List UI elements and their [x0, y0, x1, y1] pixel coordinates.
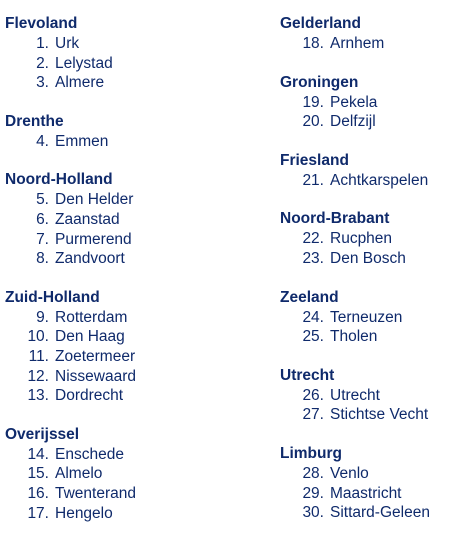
place-name: Terneuzen: [330, 308, 403, 326]
list-item: [5, 73, 235, 93]
place-name: Arnhem: [330, 35, 385, 52]
place-name: Stichtse Vecht: [330, 406, 429, 424]
item-number: 18.: [302, 35, 324, 52]
province-title: Friesland: [280, 151, 349, 169]
place-name: Delfzijl: [330, 113, 376, 131]
item-number: 28.: [302, 464, 324, 482]
place-name: Achtkarspelen: [330, 171, 429, 189]
province-group: [5, 425, 235, 523]
place-name: Zoetermeer: [55, 347, 136, 365]
list-item: [280, 93, 465, 113]
list-item: [5, 327, 235, 347]
province-title: Flevoland: [5, 15, 78, 32]
province-group: [5, 288, 235, 406]
list-item: [280, 34, 465, 54]
list-item: [280, 484, 465, 504]
item-number: 16.: [27, 484, 49, 502]
place-name: Nissewaard: [55, 367, 136, 385]
province-group: [280, 444, 465, 523]
right-column: [280, 14, 465, 542]
item-number: 2.: [36, 54, 49, 72]
list-item: [280, 229, 465, 249]
province-title: Drenthe: [5, 112, 64, 130]
place-name: Dordrecht: [55, 387, 124, 405]
place-name: Sittard-Geleen: [330, 504, 430, 522]
list-item: [280, 503, 465, 523]
list-item: [5, 367, 235, 387]
item-number: 20.: [302, 113, 324, 131]
list-item: [280, 112, 465, 132]
item-number: 25.: [302, 328, 324, 346]
item-number: 4.: [36, 132, 49, 150]
province-group: [280, 14, 465, 54]
list-item: [5, 34, 235, 54]
province-group: [280, 73, 465, 132]
place-name: Den Bosch: [330, 249, 406, 267]
place-name: Zaanstad: [55, 210, 120, 228]
province-group: [5, 170, 235, 268]
place-name: Twenterand: [55, 484, 136, 502]
list-item: [5, 445, 235, 465]
list-item: [5, 132, 235, 152]
place-name: Purmerend: [55, 230, 132, 248]
place-name: Rucphen: [330, 230, 393, 248]
left-column: [5, 14, 235, 542]
place-name: Maastricht: [330, 484, 402, 502]
place-name: Emmen: [55, 132, 109, 150]
place-name: Enschede: [55, 445, 124, 463]
item-number: 5.: [36, 191, 49, 209]
item-number: 14.: [27, 445, 49, 463]
list-item: [5, 249, 235, 269]
province-title: Noord-Brabant: [280, 210, 390, 228]
province-title: Zuid-Holland: [5, 288, 100, 306]
item-number: 24.: [302, 308, 324, 326]
item-number: 3.: [36, 74, 49, 92]
province-title: Zeeland: [280, 288, 339, 306]
list-item: [5, 54, 235, 74]
list-item: [280, 327, 465, 347]
province-title: Limburg: [280, 444, 342, 462]
item-number: 10.: [27, 328, 49, 346]
item-number: 1.: [36, 35, 49, 52]
item-number: 7.: [36, 230, 49, 248]
province-title: Utrecht: [280, 366, 335, 384]
list-item: [5, 308, 235, 328]
province-group: [280, 151, 465, 191]
place-name: Almelo: [55, 465, 103, 483]
list-item: [5, 464, 235, 484]
item-number: 6.: [36, 210, 49, 228]
place-name: Pekela: [330, 93, 378, 111]
province-group: [5, 14, 235, 93]
province-title: Noord-Holland: [5, 171, 113, 189]
province-group: [280, 366, 465, 425]
item-number: 22.: [302, 230, 324, 248]
place-name: Den Haag: [55, 328, 125, 346]
item-number: 30.: [302, 504, 324, 522]
place-name: Urk: [55, 35, 80, 52]
item-number: 17.: [27, 504, 49, 522]
list-item: [5, 386, 235, 406]
item-number: 13.: [27, 387, 49, 405]
item-number: 8.: [36, 250, 49, 268]
list-item: [5, 230, 235, 250]
place-name: Den Helder: [55, 191, 134, 209]
item-number: 9.: [36, 308, 49, 326]
item-number: 29.: [302, 484, 324, 502]
list-item: [280, 249, 465, 269]
province-title: Overijssel: [5, 425, 80, 443]
place-name: Utrecht: [330, 386, 380, 404]
list-item: [5, 210, 235, 230]
item-number: 23.: [302, 249, 324, 267]
list-item: [280, 464, 465, 484]
item-number: 21.: [302, 171, 324, 189]
place-name: Almere: [55, 74, 105, 92]
place-name: Tholen: [330, 328, 378, 346]
list-item: [5, 504, 235, 524]
province-title: Groningen: [280, 73, 359, 91]
list-item: [280, 405, 465, 425]
place-name: Venlo: [330, 464, 369, 482]
list-item: [5, 190, 235, 210]
item-number: 15.: [27, 465, 49, 483]
province-group: [280, 288, 465, 347]
place-name: Rotterdam: [55, 308, 128, 326]
place-name: Zandvoort: [55, 250, 125, 268]
place-name: Lelystad: [55, 54, 113, 72]
province-group: [5, 112, 235, 152]
province-group: [280, 209, 465, 268]
item-number: 27.: [302, 406, 324, 424]
item-number: 26.: [302, 386, 324, 404]
item-number: 12.: [27, 367, 49, 385]
list-item: [280, 171, 465, 191]
list-item: [280, 308, 465, 328]
list-item: [5, 484, 235, 504]
item-number: 11.: [28, 347, 49, 365]
province-title: Gelderland: [280, 15, 361, 32]
place-name: Hengelo: [55, 504, 113, 522]
item-number: 19.: [302, 93, 324, 111]
list-item: [280, 386, 465, 406]
list-item: [5, 347, 235, 367]
